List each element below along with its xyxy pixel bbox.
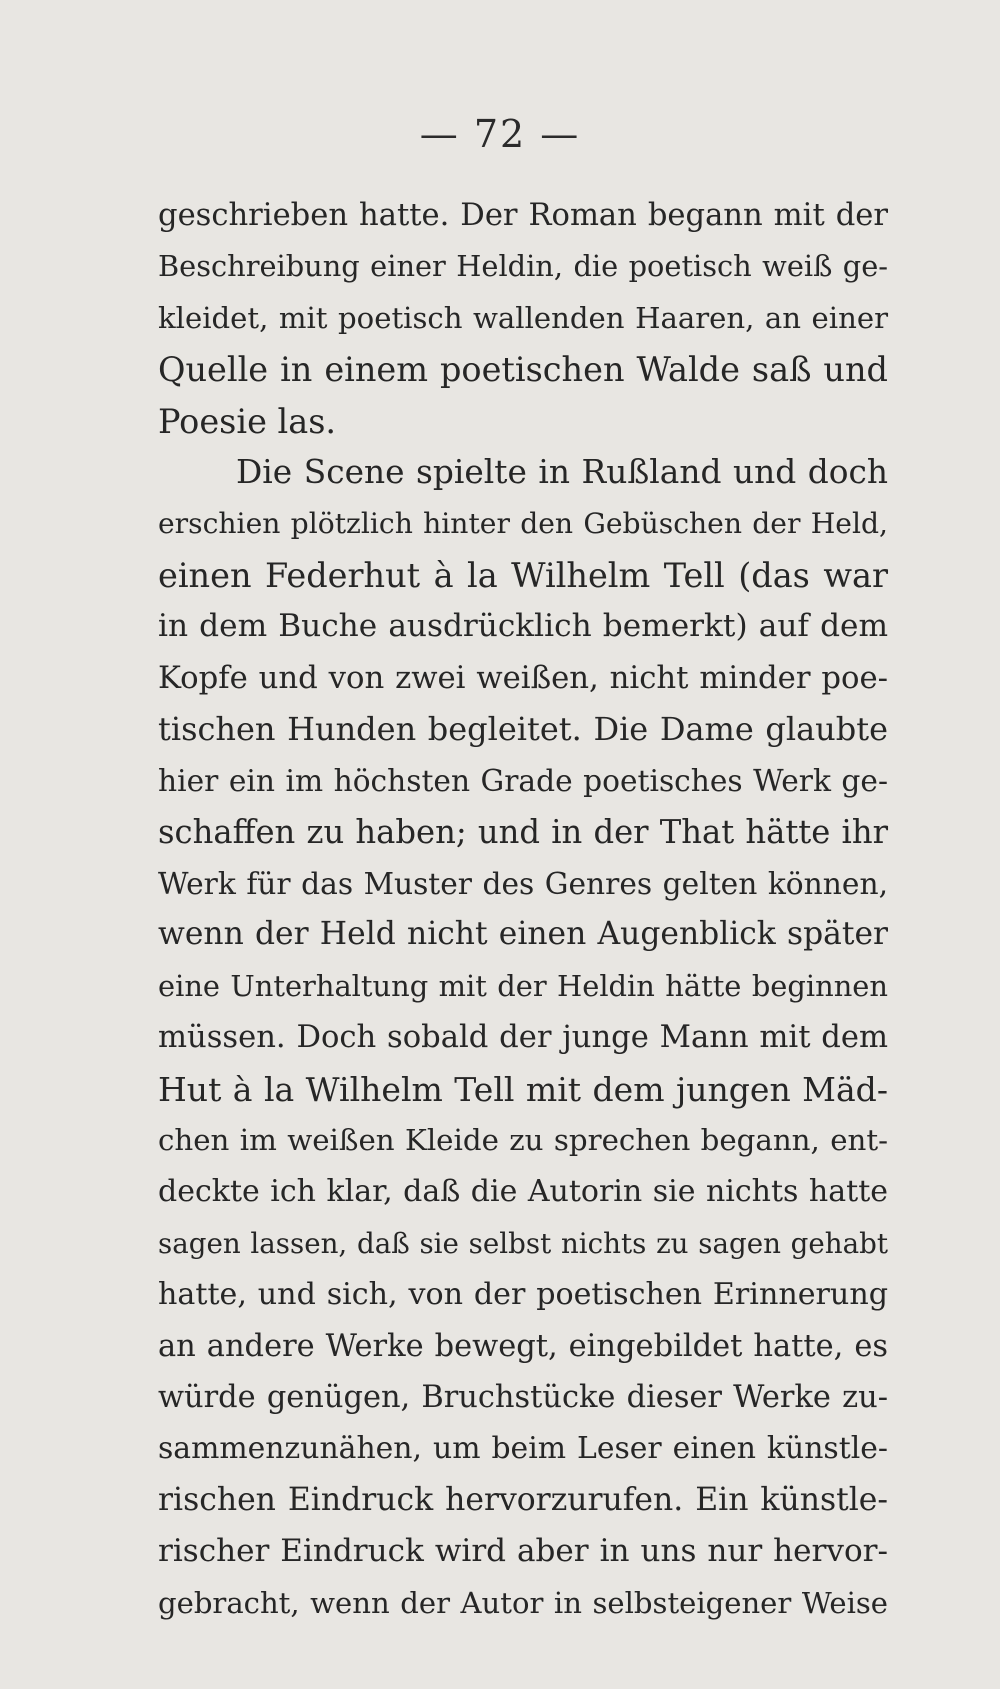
text-line: deckte ich klar, daß die Autorin sie nichts hatte [158, 1174, 888, 1210]
text-line: tischen Hunden begleitet. Die Dame glaubte [158, 709, 888, 748]
paragraph-first-line: Die Scene spielte in Rußland und doch [236, 452, 888, 491]
text-line: sammenzunähen, um beim Leser einen künstle- [158, 1431, 888, 1467]
text-line: sagen lassen, daß sie selbst nichts zu sagen gehabt [158, 1226, 888, 1260]
text-line: kleidet, mit poetisch wallenden Haaren, an einer [158, 300, 888, 335]
text-line: müssen. Doch sobald der junge Mann mit dem [158, 1020, 888, 1056]
body-text [158, 190, 888, 1629]
text-line: hatte, und sich, von der poetischen Erinnerung [158, 1277, 888, 1313]
text-line: Kopfe und von zwei weißen, nicht minder poe- [158, 660, 888, 696]
text-line: chen im weißen Kleide zu sprechen begann, ent- [158, 1123, 888, 1158]
text-line: erschien plötzlich hinter den Gebüschen der Held, [158, 507, 888, 541]
text-line: schaffen zu haben; und in der That hätte ihr [158, 812, 888, 851]
text-line: rischen Eindruck hervorzurufen. Ein künstle- [158, 1481, 888, 1518]
text-line: Quelle in einem poetischen Walde saß und [158, 350, 888, 390]
page-number: — 72 — [419, 112, 581, 156]
text-line: eine Unterhaltung mit der Heldin hätte beginnen [158, 968, 888, 1003]
text-line: wenn der Held nicht einen Augenblick später [158, 916, 888, 953]
text-line: würde genügen, Bruchstücke dieser Werke zu- [158, 1379, 888, 1415]
text-line: geschrieben hatte. Der Roman begann mit der [158, 198, 888, 233]
text-line: Hut à la Wilhelm Tell mit dem jungen Mäd- [158, 1069, 888, 1109]
text-line: an andere Werke bewegt, eingebildet hatte, es [158, 1328, 888, 1364]
text-line: gebracht, wenn der Autor in selbsteigener Weise [158, 1585, 888, 1620]
text-line: rischer Eindruck wird aber in uns nur hervor- [158, 1533, 888, 1570]
text-line: Poesie las. [158, 401, 337, 441]
text-line: einen Federhut à la Wilhelm Tell (das war [158, 555, 888, 595]
text-line: Werk für das Muster des Genres gelten können, [158, 866, 888, 902]
text-line: Beschreibung einer Heldin, die poetisch weiß ge- [158, 249, 888, 284]
text-line: in dem Buche ausdrücklich bemerkt) auf dem [158, 608, 888, 645]
text-line: hier ein im höchsten Grade poetisches Werk ge- [158, 763, 888, 799]
